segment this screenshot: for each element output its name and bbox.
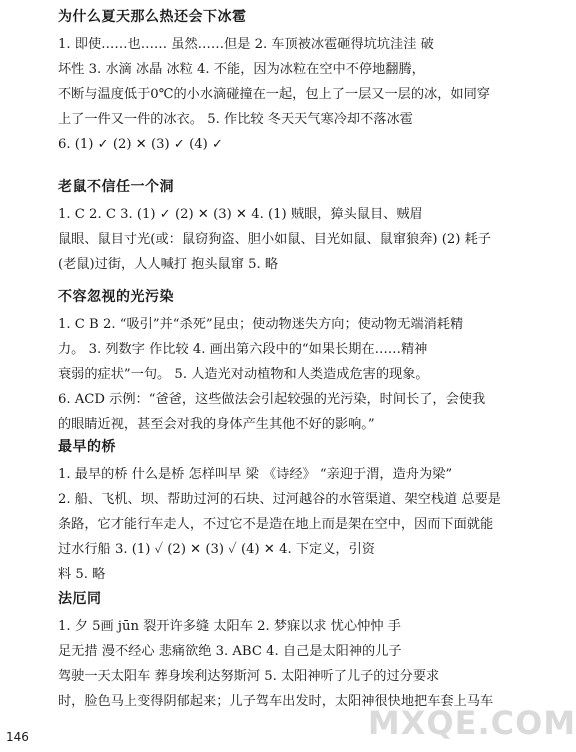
answer-line: 时，脸色马上变得阴郁起来；儿子驾车出发时，太阳神很快地把车套上马车 bbox=[58, 694, 494, 709]
answer-line: 力。 3. 列数字 作比较 4. 画出第六段中的“如果长期在……精神 bbox=[58, 342, 428, 357]
answer-line: 1. 夕 5画 jūn 裂开许多缝 太阳车 2. 梦寐以求 忧心忡忡 手 bbox=[58, 619, 401, 634]
watermark: MXQE.COM bbox=[367, 704, 576, 742]
answer-line: 6. ACD 示例：“爸爸，这些做法会引起较强的光污染，时间长了，会使我 bbox=[58, 392, 486, 407]
answer-line: 1. 即使……也…… 虽然……但是 2. 车顶被冰雹砸得坑坑洼洼 破 bbox=[58, 37, 434, 52]
section-phaethon bbox=[58, 590, 536, 714]
answer-line: 6. (1) ✓ (2) ✕ (3) ✓ (4) ✓ bbox=[58, 137, 224, 152]
section-title: 老鼠不信任一个洞 bbox=[58, 179, 174, 195]
answer-line: 驾驶一天太阳车 葬身埃利达努斯河 5. 太阳神听了儿子的过分要求 bbox=[58, 669, 440, 684]
answer-line: 坏性 3. 水滴 冰晶 冰粒 4. 不能，因为冰粒在空中不停地翻腾， bbox=[58, 62, 425, 77]
section-title: 为什么夏天那么热还会下冰雹 bbox=[58, 9, 247, 25]
section-title: 最早的桥 bbox=[58, 439, 116, 455]
answer-line: 不断与温度低于0℃的小水滴碰撞在一起，包上了一层又一层的冰，如同穿 bbox=[58, 87, 490, 102]
section-light-pollution bbox=[58, 288, 536, 437]
answer-line: 条路，它才能行车走人，不过它不是造在地上而是架在空中，因而下面就能 bbox=[58, 517, 494, 532]
answer-line: 1. C B 2. “吸引”并“杀死”昆虫；使动物迷失方向；使动物无端消耗精 bbox=[58, 317, 464, 332]
section-mouse-hole bbox=[58, 178, 536, 277]
answer-line: 足无措 漫不经心 悲痛欲绝 3. ABC 4. 自己是太阳神的儿子 bbox=[58, 644, 402, 659]
answer-line: 衰弱的症状”一句。 5. 人造光对动植物和人类造成危害的现象。 bbox=[58, 367, 429, 382]
section-earliest-bridge bbox=[58, 438, 536, 587]
answer-line: 料 5. 略 bbox=[58, 567, 106, 582]
answer-line: 1. 最早的桥 什么是桥 怎样叫早 梁 《诗经》 “亲迎于渭，造舟为梁” bbox=[58, 467, 453, 482]
answer-line: 过水行船 3. (1) ✓ (2) ✕ (3) ✓ (4) ✕ 4. 下定义，引资 bbox=[58, 542, 375, 557]
answer-line: 2. 船、飞机、坝、帮助过河的石块、过河越谷的水管渠道、架空栈道 总要是 bbox=[58, 492, 501, 507]
answer-line: 上了一件又一件的冰衣。 5. 作比较 冬天天气寒冷却不落冰雹 bbox=[58, 112, 413, 127]
answer-line: 鼠眼、鼠目寸光(或：鼠窃狗盗、胆小如鼠、目光如鼠、鼠窜狼奔) (2) 耗子 bbox=[58, 232, 491, 247]
answer-line: 的眼睛近视，甚至会对我的身体产生其他不好的影响。” bbox=[58, 417, 375, 432]
section-summer-hail bbox=[58, 8, 536, 157]
section-title: 法厄同 bbox=[58, 591, 102, 607]
answer-line: 1. C 2. C 3. (1) ✓ (2) ✕ (3) ✕ 4. (1) 贼眼，獐头鼠目、贼眉 bbox=[58, 207, 423, 222]
page-number: 146 bbox=[6, 730, 29, 744]
answer-line: (老鼠)过街，人人喊打 抱头鼠窜 5. 略 bbox=[58, 257, 279, 272]
section-title: 不容忽视的光污染 bbox=[58, 289, 174, 305]
